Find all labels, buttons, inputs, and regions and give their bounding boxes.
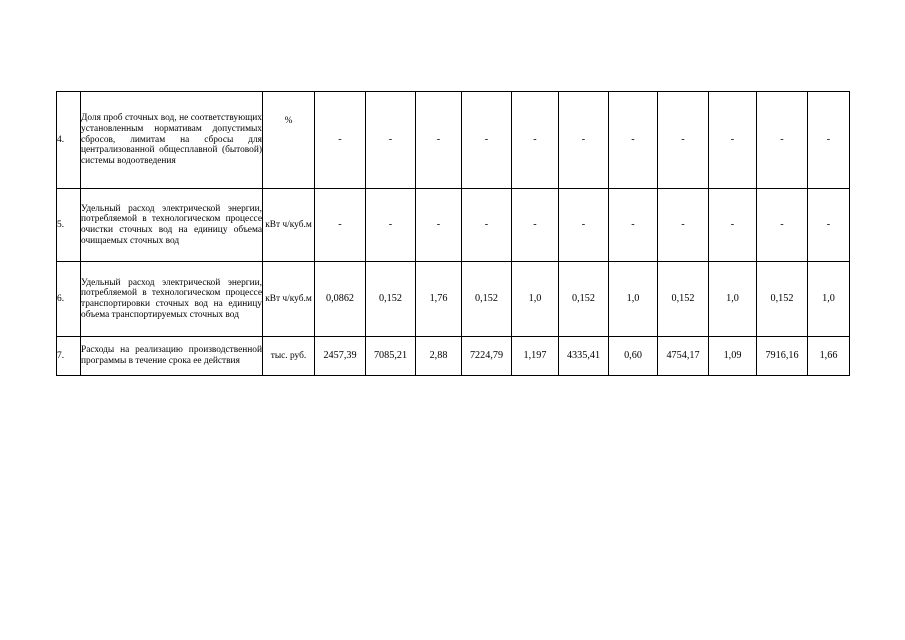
- value-cell: 2457,39: [315, 337, 366, 376]
- value-cell: 1,76: [416, 262, 462, 337]
- value-cell: -: [559, 92, 609, 189]
- table-body: [57, 92, 850, 376]
- unit-cell: %: [263, 92, 315, 189]
- value-cell: -: [709, 189, 757, 262]
- value-cell: -: [366, 189, 416, 262]
- value-cell: -: [808, 92, 850, 189]
- row-number: 7.: [57, 337, 81, 376]
- value-cell: -: [609, 189, 658, 262]
- table-row: [57, 262, 850, 337]
- value-cell: 1,0: [512, 262, 559, 337]
- value-cell: 7916,16: [757, 337, 808, 376]
- value-cell: -: [416, 189, 462, 262]
- value-cell: 1,0: [808, 262, 850, 337]
- value-cell: -: [808, 189, 850, 262]
- table-row: [57, 337, 850, 376]
- value-cell: -: [315, 92, 366, 189]
- value-cell: -: [512, 92, 559, 189]
- indicators-table: [56, 91, 850, 376]
- value-cell: 0,60: [609, 337, 658, 376]
- value-cell: 7224,79: [462, 337, 512, 376]
- value-cell: -: [315, 189, 366, 262]
- table-row: [57, 189, 850, 262]
- indicator-name: Расходы на реализацию производственной программы в течение срока ее действия: [81, 337, 263, 376]
- table-row: [57, 92, 850, 189]
- value-cell: 4754,17: [658, 337, 709, 376]
- row-number: 6.: [57, 262, 81, 337]
- value-cell: 0,152: [559, 262, 609, 337]
- value-cell: 4335,41: [559, 337, 609, 376]
- value-cell: 0,152: [658, 262, 709, 337]
- value-cell: -: [416, 92, 462, 189]
- value-cell: 7085,21: [366, 337, 416, 376]
- value-cell: -: [658, 189, 709, 262]
- value-cell: 0,152: [366, 262, 416, 337]
- unit-cell: кВт ч/куб.м: [263, 262, 315, 337]
- value-cell: -: [512, 189, 559, 262]
- value-cell: 0,0862: [315, 262, 366, 337]
- value-cell: 1,0: [709, 262, 757, 337]
- value-cell: 1,0: [609, 262, 658, 337]
- unit-cell: кВт ч/куб.м: [263, 189, 315, 262]
- value-cell: -: [658, 92, 709, 189]
- indicator-name: Доля проб сточных вод, не соответствующих установленным нормативам допустимых сбросов, лимитам на сбросы для централизованной общесплавной (бытовой) системы водоотведения: [81, 92, 263, 189]
- value-cell: -: [757, 189, 808, 262]
- value-cell: 1,66: [808, 337, 850, 376]
- value-cell: -: [609, 92, 658, 189]
- value-cell: 0,152: [757, 262, 808, 337]
- unit-cell: тыс. руб.: [263, 337, 315, 376]
- value-cell: 1,197: [512, 337, 559, 376]
- value-cell: 0,152: [462, 262, 512, 337]
- value-cell: -: [559, 189, 609, 262]
- value-cell: -: [462, 189, 512, 262]
- value-cell: -: [757, 92, 808, 189]
- row-number: 5.: [57, 189, 81, 262]
- value-cell: -: [709, 92, 757, 189]
- value-cell: -: [366, 92, 416, 189]
- indicator-name: Удельный расход электрической энергии, потребляемой в технологическом процессе транспортировки сточных вод на единицу объема транспортируемых сточных вод: [81, 262, 263, 337]
- indicator-name: Удельный расход электрической энергии, потребляемой в технологическом процессе очистки сточных вод на единицу объема очищаемых сточных вод: [81, 189, 263, 262]
- value-cell: 2,88: [416, 337, 462, 376]
- value-cell: -: [462, 92, 512, 189]
- row-number: 4.: [57, 92, 81, 189]
- value-cell: 1,09: [709, 337, 757, 376]
